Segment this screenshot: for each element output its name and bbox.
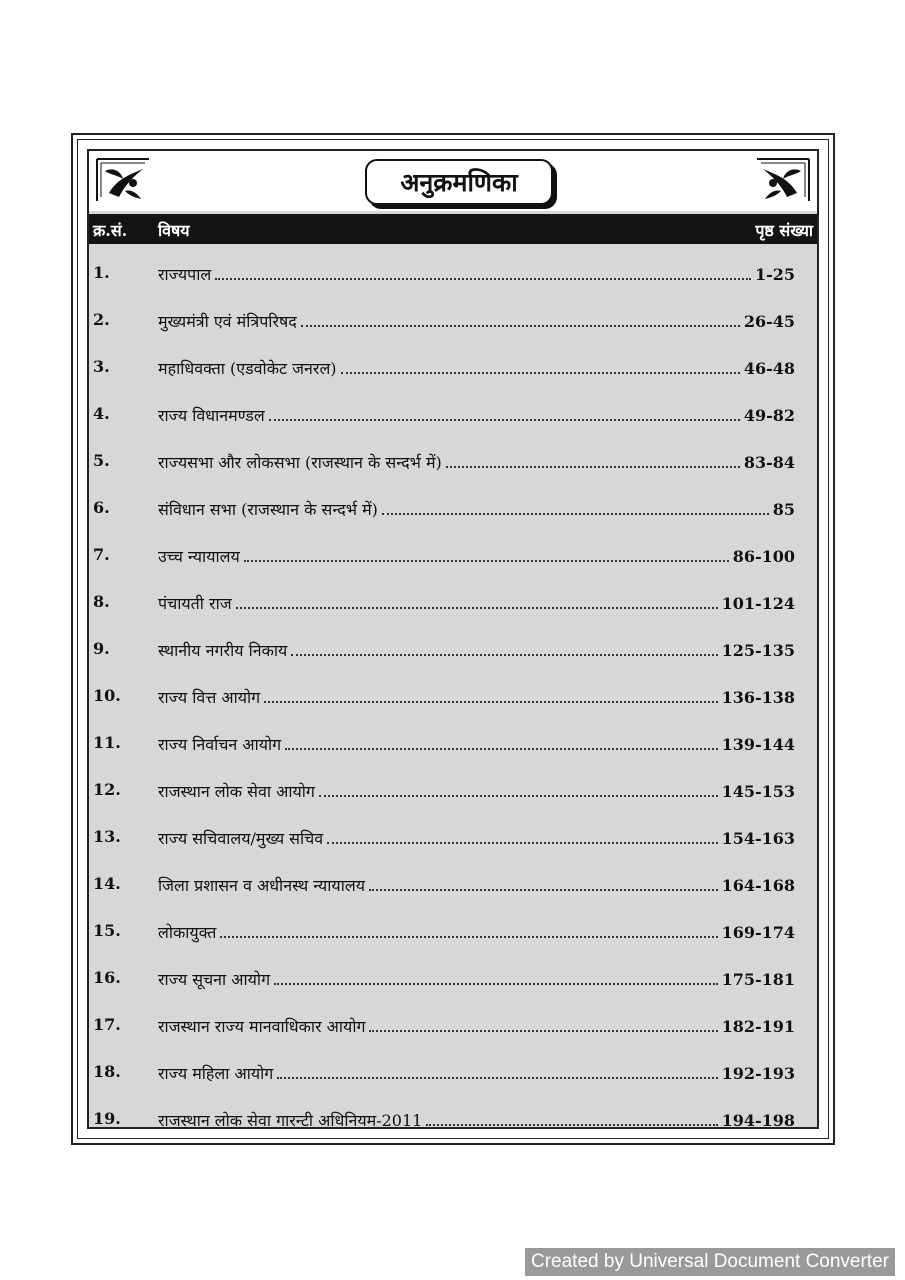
list-item <box>89 447 817 494</box>
list-item <box>89 1058 817 1105</box>
item-pages: 192-193 <box>721 1064 795 1083</box>
item-entry <box>158 263 795 285</box>
list-item <box>89 870 817 917</box>
item-number: 6. <box>93 498 110 517</box>
item-pages: 83-84 <box>743 453 795 472</box>
leader-dots <box>446 454 740 468</box>
item-entry <box>158 968 795 990</box>
item-entry <box>158 1015 795 1037</box>
leader-dots <box>382 501 769 515</box>
item-pages: 154-163 <box>721 829 795 848</box>
list-item <box>89 776 817 823</box>
item-entry <box>158 1109 795 1129</box>
item-number: 12. <box>93 780 121 799</box>
item-number: 11. <box>93 733 121 752</box>
leader-dots <box>319 783 718 797</box>
contents-list <box>89 259 817 1129</box>
item-entry <box>158 592 795 614</box>
item-pages: 169-174 <box>721 923 795 942</box>
item-pages: 194-198 <box>721 1111 795 1129</box>
list-item <box>89 353 817 400</box>
leader-dots <box>369 1018 717 1032</box>
item-entry <box>158 404 795 426</box>
watermark: Created by Universal Document Converter <box>525 1248 895 1276</box>
item-title: राज्य सचिवालय/मुख्य सचिव <box>158 829 324 848</box>
item-title: मुख्यमंत्री एवं मंत्रिपरिषद <box>158 312 297 331</box>
item-title: राजस्थान राज्य मानवाधिकार आयोग <box>158 1017 366 1036</box>
item-entry <box>158 310 795 332</box>
item-pages: 101-124 <box>721 594 795 613</box>
column-header <box>89 214 817 244</box>
item-number: 14. <box>93 874 121 893</box>
item-pages: 46-48 <box>743 359 795 378</box>
item-entry <box>158 1062 795 1084</box>
leader-dots <box>369 877 718 891</box>
column-subject-header: विषय <box>158 221 190 240</box>
list-item <box>89 729 817 776</box>
item-number: 1. <box>93 263 110 282</box>
item-entry <box>158 874 795 896</box>
list-item <box>89 494 817 541</box>
leader-dots <box>274 971 717 985</box>
item-pages: 164-168 <box>721 876 795 895</box>
leader-dots <box>277 1065 717 1079</box>
item-title: संविधान सभा (राजस्थान के सन्दर्भ में) <box>158 500 378 519</box>
leader-dots <box>426 1112 717 1126</box>
item-title: राजस्थान लोक सेवा गारन्टी अधिनियम-2011 <box>158 1111 423 1129</box>
item-number: 16. <box>93 968 121 987</box>
list-item <box>89 823 817 870</box>
item-entry <box>158 733 795 755</box>
item-title: पंचायती राज <box>158 594 232 613</box>
item-title: लोकायुक्त <box>158 923 217 942</box>
item-number: 15. <box>93 921 121 940</box>
leader-dots <box>236 595 718 609</box>
item-title: राज्य निर्वाचन आयोग <box>158 735 282 754</box>
item-entry <box>158 827 795 849</box>
leader-dots <box>269 407 740 421</box>
list-item <box>89 306 817 353</box>
leader-dots <box>264 689 717 703</box>
item-title: महाधिवक्ता (एडवोकेट जनरल) <box>158 359 337 378</box>
item-title: उच्च न्यायालय <box>158 547 240 566</box>
list-item <box>89 635 817 682</box>
item-pages: 139-144 <box>721 735 795 754</box>
item-entry <box>158 921 795 943</box>
item-pages: 175-181 <box>721 970 795 989</box>
item-title: राज्य सूचना आयोग <box>158 970 271 989</box>
item-number: 18. <box>93 1062 121 1081</box>
leader-dots <box>244 548 729 562</box>
contents-frame <box>71 133 835 1145</box>
leader-dots <box>327 830 717 844</box>
item-pages: 49-82 <box>743 406 795 425</box>
item-pages: 145-153 <box>721 782 795 801</box>
item-title: राज्य वित्त आयोग <box>158 688 261 707</box>
item-title: स्थानीय नगरीय निकाय <box>158 641 288 660</box>
item-number: 10. <box>93 686 121 705</box>
item-entry <box>158 639 795 661</box>
item-entry <box>158 686 795 708</box>
item-title: राज्य विधानमण्डल <box>158 406 265 425</box>
item-pages: 125-135 <box>721 641 795 660</box>
item-number: 19. <box>93 1109 121 1128</box>
item-number: 8. <box>93 592 110 611</box>
list-item <box>89 1011 817 1058</box>
list-item <box>89 541 817 588</box>
list-item <box>89 1105 817 1129</box>
list-item <box>89 964 817 1011</box>
item-entry <box>158 498 795 520</box>
page-title: अनुक्रमणिका <box>365 159 553 205</box>
column-number-header: क्र.सं. <box>93 221 128 240</box>
item-number: 17. <box>93 1015 121 1034</box>
item-title: राज्यपाल <box>158 265 212 284</box>
leader-dots <box>215 266 751 280</box>
item-pages: 26-45 <box>743 312 795 331</box>
item-number: 4. <box>93 404 110 423</box>
list-item <box>89 917 817 964</box>
leader-dots <box>301 313 740 327</box>
item-title: राजस्थान लोक सेवा आयोग <box>158 782 315 801</box>
list-item <box>89 682 817 729</box>
frame-border <box>77 139 829 1139</box>
item-title: राज्यसभा और लोकसभा (राजस्थान के सन्दर्भ में) <box>158 453 442 472</box>
list-item <box>89 400 817 447</box>
item-number: 13. <box>93 827 121 846</box>
leader-dots <box>291 642 717 656</box>
item-entry <box>158 780 795 802</box>
item-number: 5. <box>93 451 110 470</box>
item-number: 7. <box>93 545 110 564</box>
item-title: राज्य महिला आयोग <box>158 1064 274 1083</box>
item-pages: 85 <box>772 500 795 519</box>
item-number: 2. <box>93 310 110 329</box>
item-entry <box>158 357 795 379</box>
item-entry <box>158 451 795 473</box>
item-pages: 1-25 <box>754 265 795 284</box>
item-title: जिला प्रशासन व अधीनस्थ न्यायालय <box>158 876 365 895</box>
list-item <box>89 588 817 635</box>
item-number: 9. <box>93 639 110 658</box>
contents-panel <box>87 149 819 1129</box>
list-item <box>89 259 817 306</box>
leader-dots <box>285 736 717 750</box>
item-pages: 182-191 <box>721 1017 795 1036</box>
item-entry <box>158 545 795 567</box>
column-page-header: पृष्ठ संख्या <box>755 221 813 240</box>
floral-ornament-icon <box>755 157 811 203</box>
title-band <box>89 151 817 211</box>
leader-dots <box>341 360 740 374</box>
item-number: 3. <box>93 357 110 376</box>
floral-ornament-icon <box>95 157 151 203</box>
leader-dots <box>220 924 717 938</box>
item-pages: 136-138 <box>721 688 795 707</box>
item-pages: 86-100 <box>732 547 795 566</box>
